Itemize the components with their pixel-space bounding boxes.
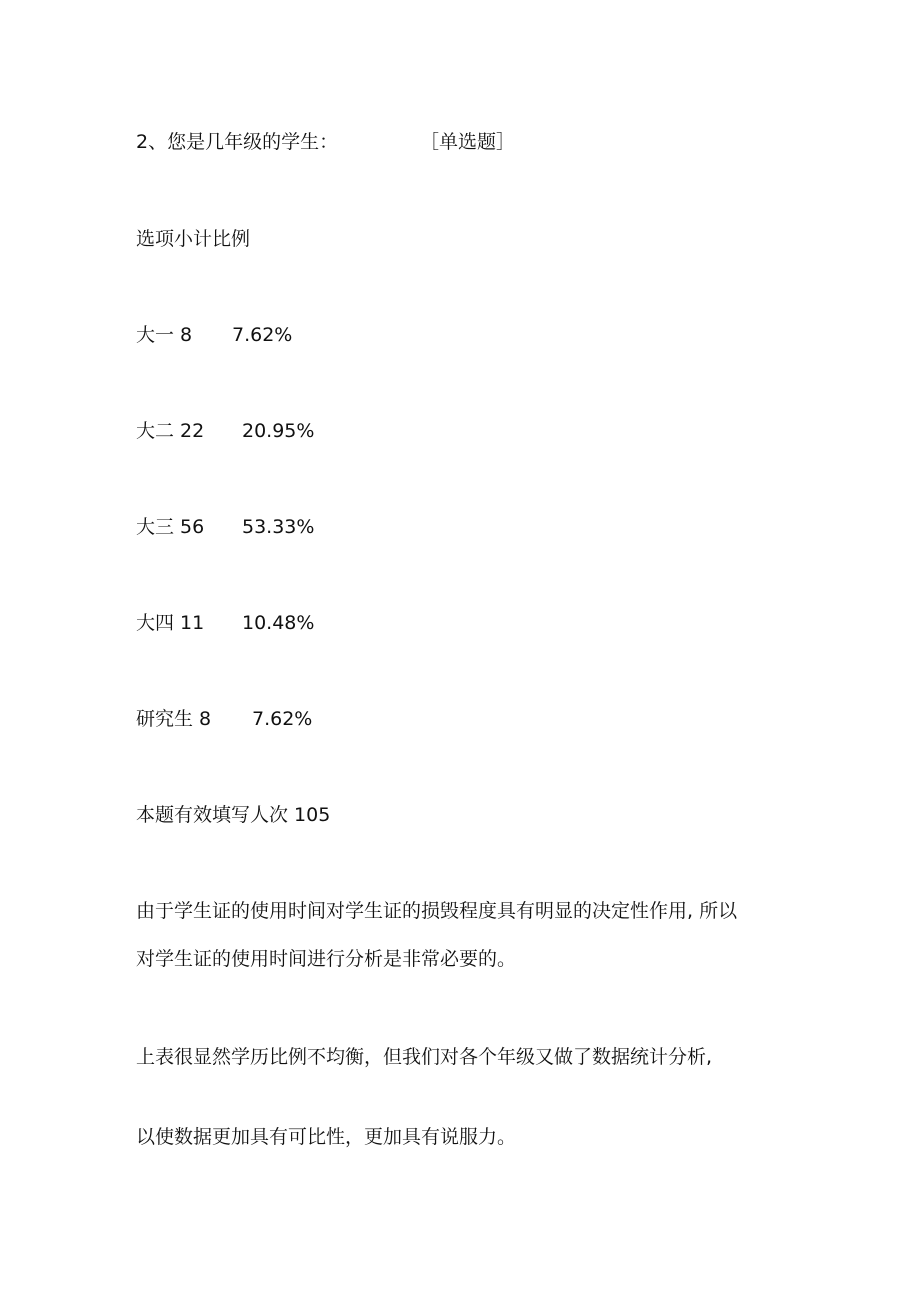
- total-responses: 本题有效填写人次 105: [136, 804, 331, 826]
- paragraph-2-line-2: 以使数据更加具有可比性，更加具有说服力。: [136, 1126, 517, 1148]
- table-header: 选项小计比例: [136, 228, 251, 250]
- row-percent: 7.62%: [232, 324, 293, 346]
- question-type-label: ［单选题］: [420, 131, 516, 153]
- paragraph-2-line-1: 上表很显然学历比例不均衡，但我们对各个年级又做了数据统计分析,: [136, 1046, 713, 1068]
- row-label: 大三 56: [136, 516, 205, 538]
- row-label: 大二 22: [136, 420, 205, 442]
- table-row: [136, 323, 293, 347]
- question-title: 2、您是几年级的学生：: [136, 131, 339, 153]
- paragraph-1-line-2: 对学生证的使用时间进行分析是非常必要的。: [136, 948, 517, 970]
- table-row: [136, 611, 315, 635]
- row-percent: 7.62%: [252, 708, 313, 730]
- row-label: 研究生 8: [136, 708, 212, 730]
- row-percent: 53.33%: [242, 516, 315, 538]
- row-label: 大四 11: [136, 612, 205, 634]
- row-percent: 20.95%: [242, 420, 315, 442]
- table-row: [136, 515, 315, 539]
- table-row: [136, 707, 313, 731]
- paragraph-1-line-1: 由于学生证的使用时间对学生证的损毁程度具有明显的决定性作用, 所以: [136, 900, 738, 922]
- row-label: 大一 8: [136, 324, 193, 346]
- row-percent: 10.48%: [242, 612, 315, 634]
- table-row: [136, 419, 315, 443]
